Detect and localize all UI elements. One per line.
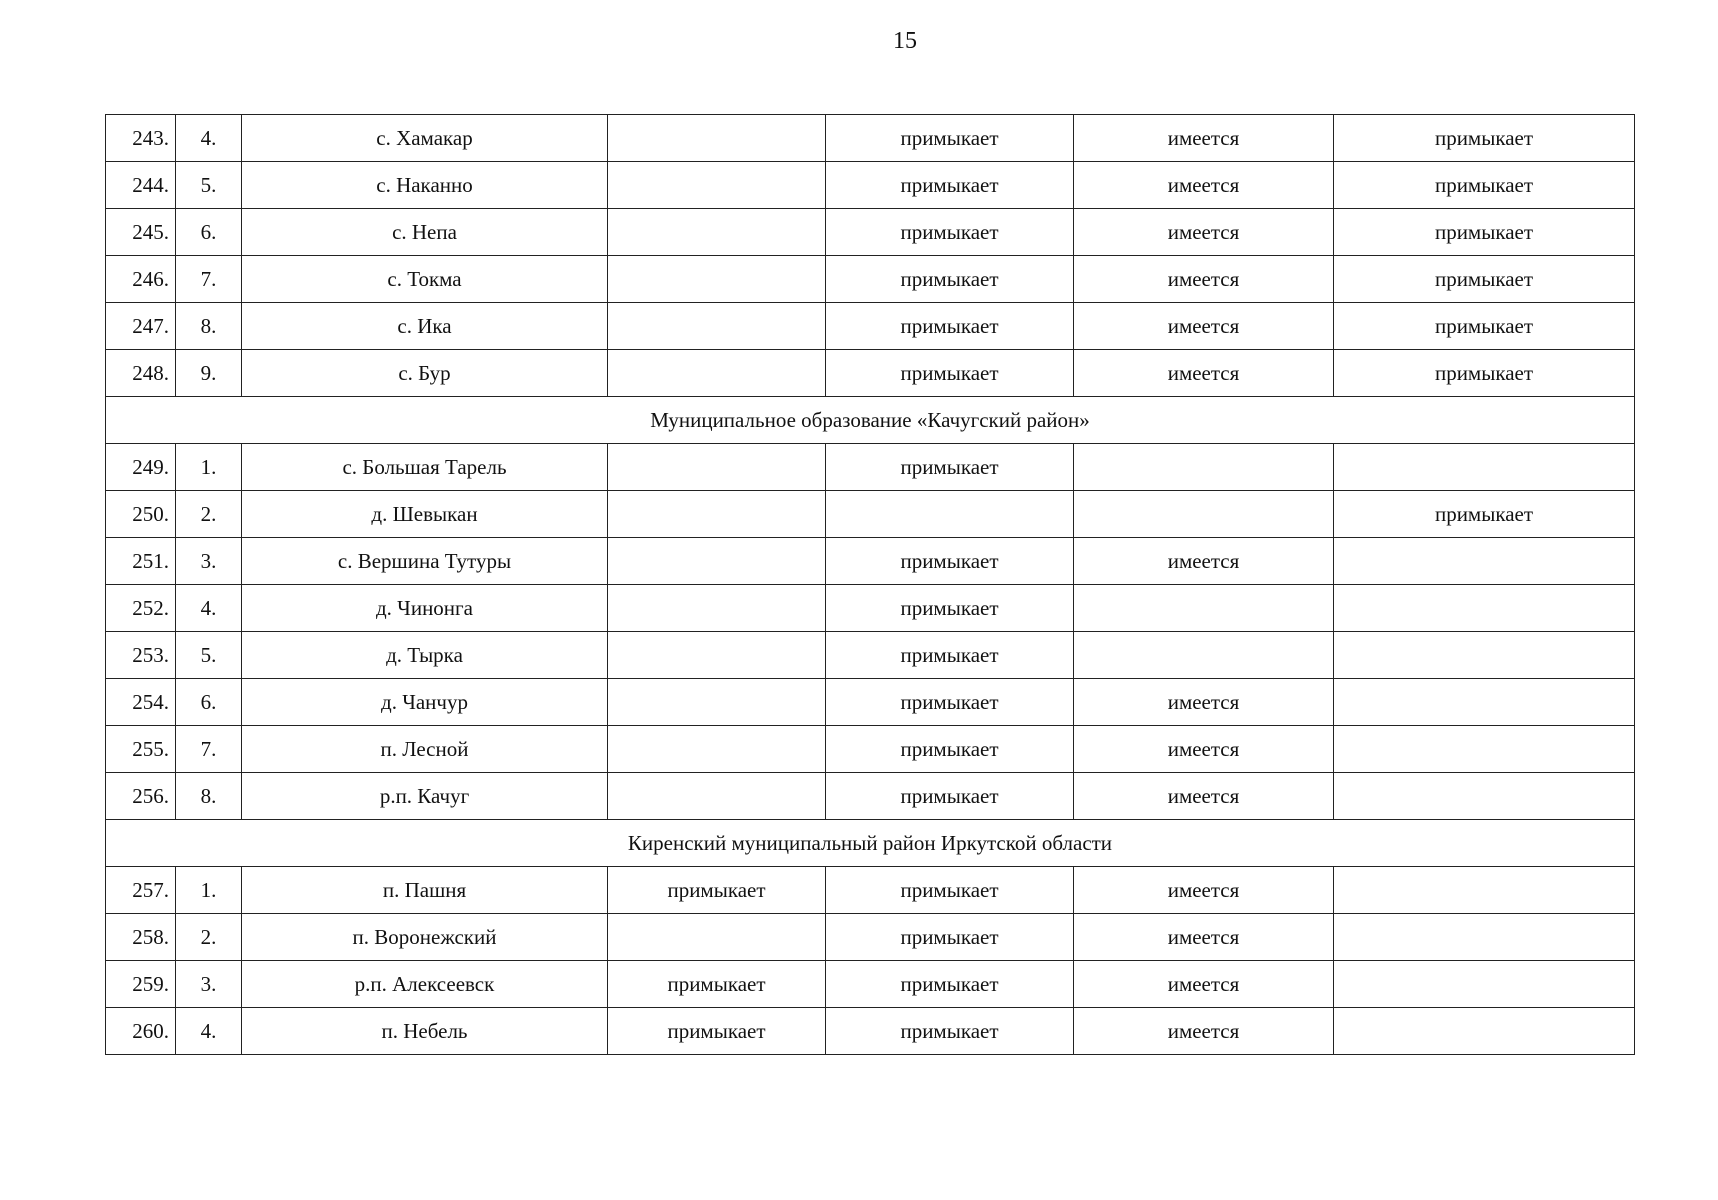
row-number: 252. [106,585,176,632]
cell-col-4 [608,209,826,256]
table-row [106,303,1635,350]
table-row [106,726,1635,773]
cell-col-4 [608,162,826,209]
cell-col-5: примыкает [826,444,1074,491]
row-number: 259. [106,961,176,1008]
cell-col-5: примыкает [826,538,1074,585]
row-number: 255. [106,726,176,773]
cell-col-7 [1334,961,1635,1008]
cell-col-4 [608,350,826,397]
row-number: 258. [106,914,176,961]
row-number: 254. [106,679,176,726]
settlement-name: д. Тырка [242,632,608,679]
cell-col-7 [1334,914,1635,961]
cell-col-5: примыкает [826,585,1074,632]
settlement-name: д. Шевыкан [242,491,608,538]
cell-col-5: примыкает [826,914,1074,961]
settlement-name: с. Непа [242,209,608,256]
cell-col-7 [1334,867,1635,914]
table-row [106,538,1635,585]
cell-col-6 [1074,632,1334,679]
table-row [106,162,1635,209]
row-number: 243. [106,115,176,162]
cell-col-7 [1334,444,1635,491]
table-row [106,961,1635,1008]
settlements-table [105,114,1635,1055]
page-number: 15 [893,28,917,54]
cell-col-5 [826,491,1074,538]
cell-col-6: имеется [1074,679,1334,726]
cell-col-5: примыкает [826,961,1074,1008]
row-number: 260. [106,1008,176,1055]
settlement-name: р.п. Качуг [242,773,608,820]
settlement-name: с. Ика [242,303,608,350]
cell-col-4 [608,585,826,632]
cell-col-7 [1334,585,1635,632]
section-title: Муниципальное образование «Качугский район» [106,397,1635,444]
sub-number: 6. [176,209,242,256]
sub-number: 8. [176,773,242,820]
cell-col-4: примыкает [608,1008,826,1055]
cell-col-4 [608,444,826,491]
cell-col-7: примыкает [1334,350,1635,397]
cell-col-5: примыкает [826,773,1074,820]
cell-col-7 [1334,726,1635,773]
row-number: 244. [106,162,176,209]
table-row [106,679,1635,726]
cell-col-7: примыкает [1334,256,1635,303]
cell-col-7: примыкает [1334,115,1635,162]
section-title: Киренский муниципальный район Иркутской области [106,820,1635,867]
cell-col-6: имеется [1074,303,1334,350]
sub-number: 2. [176,491,242,538]
settlement-name: п. Небель [242,1008,608,1055]
section-header-row [106,820,1635,867]
cell-col-4: примыкает [608,961,826,1008]
cell-col-6: имеется [1074,1008,1334,1055]
cell-col-6: имеется [1074,914,1334,961]
cell-col-4 [608,726,826,773]
settlement-name: п. Пашня [242,867,608,914]
cell-col-6: имеется [1074,350,1334,397]
table-row [106,585,1635,632]
cell-col-4 [608,773,826,820]
cell-col-7 [1334,773,1635,820]
sub-number: 5. [176,162,242,209]
cell-col-6: имеется [1074,162,1334,209]
cell-col-5: примыкает [826,632,1074,679]
cell-col-7: примыкает [1334,209,1635,256]
cell-col-4 [608,632,826,679]
table-row [106,914,1635,961]
settlement-name: п. Лесной [242,726,608,773]
cell-col-5: примыкает [826,1008,1074,1055]
cell-col-4 [608,491,826,538]
cell-col-4 [608,538,826,585]
cell-col-5: примыкает [826,350,1074,397]
cell-col-6: имеется [1074,867,1334,914]
sub-number: 1. [176,444,242,491]
sub-number: 8. [176,303,242,350]
cell-col-7 [1334,632,1635,679]
cell-col-5: примыкает [826,115,1074,162]
section-header-row [106,397,1635,444]
row-number: 249. [106,444,176,491]
cell-col-4: примыкает [608,867,826,914]
cell-col-4 [608,914,826,961]
sub-number: 1. [176,867,242,914]
settlement-name: с. Хамакар [242,115,608,162]
table-row [106,773,1635,820]
sub-number: 4. [176,115,242,162]
table-row [106,350,1635,397]
cell-col-7: примыкает [1334,491,1635,538]
cell-col-7 [1334,538,1635,585]
table-row [106,632,1635,679]
cell-col-5: примыкает [826,162,1074,209]
cell-col-5: примыкает [826,679,1074,726]
cell-col-4 [608,256,826,303]
row-number: 246. [106,256,176,303]
row-number: 253. [106,632,176,679]
cell-col-6: имеется [1074,256,1334,303]
row-number: 251. [106,538,176,585]
sub-number: 7. [176,726,242,773]
cell-col-5: примыкает [826,726,1074,773]
cell-col-4 [608,679,826,726]
sub-number: 3. [176,538,242,585]
cell-col-5: примыкает [826,867,1074,914]
settlement-name: д. Чинонга [242,585,608,632]
cell-col-7: примыкает [1334,303,1635,350]
table-row [106,444,1635,491]
cell-col-6 [1074,444,1334,491]
cell-col-4 [608,303,826,350]
sub-number: 3. [176,961,242,1008]
settlement-name: с. Бур [242,350,608,397]
cell-col-6: имеется [1074,209,1334,256]
row-number: 248. [106,350,176,397]
table-row [106,1008,1635,1055]
cell-col-5: примыкает [826,209,1074,256]
cell-col-5: примыкает [826,303,1074,350]
cell-col-6 [1074,491,1334,538]
sub-number: 7. [176,256,242,303]
cell-col-7 [1334,1008,1635,1055]
sub-number: 6. [176,679,242,726]
settlement-name: п. Воронежский [242,914,608,961]
cell-col-4 [608,115,826,162]
row-number: 257. [106,867,176,914]
cell-col-6: имеется [1074,538,1334,585]
settlement-name: с. Токма [242,256,608,303]
cell-col-6: имеется [1074,726,1334,773]
sub-number: 2. [176,914,242,961]
cell-col-6: имеется [1074,961,1334,1008]
settlement-name: д. Чанчур [242,679,608,726]
settlement-name: с. Наканно [242,162,608,209]
sub-number: 4. [176,585,242,632]
table-row [106,867,1635,914]
settlement-name: р.п. Алексеевск [242,961,608,1008]
sub-number: 4. [176,1008,242,1055]
row-number: 250. [106,491,176,538]
cell-col-5: примыкает [826,256,1074,303]
table-row [106,209,1635,256]
row-number: 247. [106,303,176,350]
sub-number: 5. [176,632,242,679]
cell-col-7 [1334,679,1635,726]
row-number: 256. [106,773,176,820]
settlement-name: с. Большая Тарель [242,444,608,491]
cell-col-6: имеется [1074,115,1334,162]
cell-col-7: примыкает [1334,162,1635,209]
settlement-name: с. Вершина Тутуры [242,538,608,585]
cell-col-6 [1074,585,1334,632]
table-row [106,256,1635,303]
row-number: 245. [106,209,176,256]
cell-col-6: имеется [1074,773,1334,820]
sub-number: 9. [176,350,242,397]
table-row [106,491,1635,538]
table-row [106,115,1635,162]
table-body [106,115,1635,1055]
